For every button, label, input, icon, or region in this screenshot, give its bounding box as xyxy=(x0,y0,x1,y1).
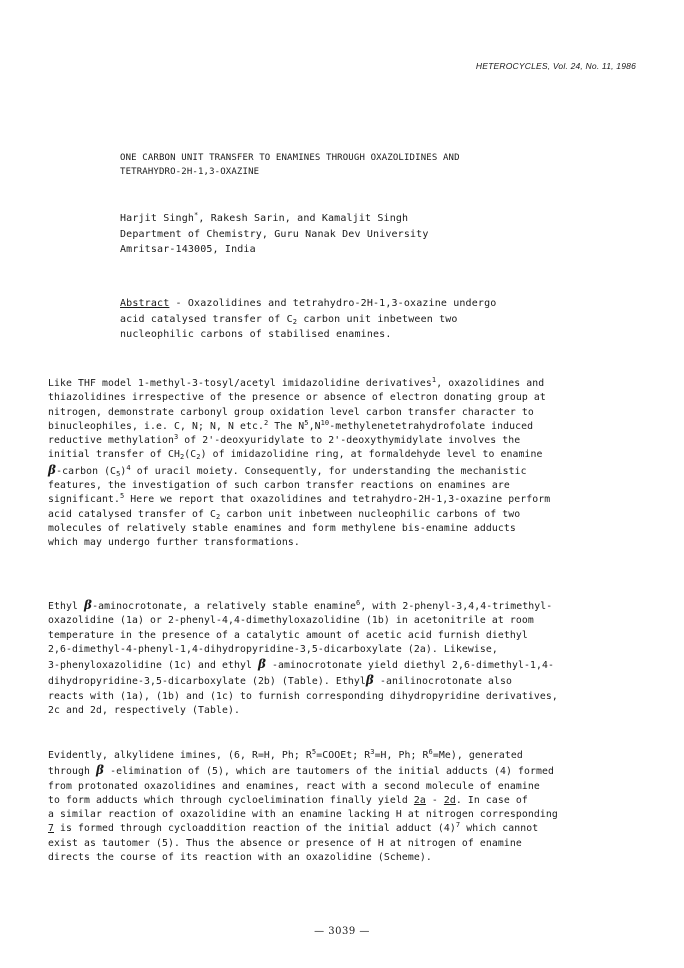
author-block xyxy=(120,211,429,258)
paragraph-introduction: Like THF model 1-methyl-3-tosyl/acetyl imidazolidine derivatives$^1$, oxazolidines and thiazolidines irrespective of the presence or absence of electron donating group at nitrogen, demonstrate carbonyl group oxidation level carbon transfer character to binucleophiles, i.e. C, N; N, N etc.$^2$ The $N^5,N^{10}$-methylenetetrahydrofolate induced reductive methylation$^3$ of 2'-deoxyuridylate to 2'-deoxythymidylate involves the initial transfer of $CH_2(C_2)$ of imidazolidine ring, at formaldehyde level to enamine β-carbon $(C_5)^4$ of uracil moiety. Consequently, for understanding the mechanistic features, the investigation of such carbon transfer reactions on enamines are significant.$^5$ Here we report that oxazolidines and tetrahydro-2H-1,3-oxazine perform acid catalysed transfer of $C_2$ carbon unit inbetween nucleophilic carbons of two molecules of relatively stable enamines and form methylene bis-enamine adducts which may undergo further transformations. xyxy=(48,376,551,549)
beta-symbol: β xyxy=(257,657,267,672)
article-title: ONE CARBON UNIT TRANSFER TO ENAMINES THROUGH OXAZOLIDINES AND TETRAHYDRO-2H-1,3-OXAZINE xyxy=(120,153,460,177)
beta-symbol: β xyxy=(96,763,105,778)
abstract: Abstract - Oxazolidines and tetrahydro-2H-1,3-oxazine undergo acid catalysed transfer of $C_2$ carbon unit inbetween two nucleophilic carbons of stabilised enamines. xyxy=(120,298,497,340)
paragraph-discussion: Evidently, alkylidene imines, (6, R=H, Ph; $R^5=COOEt$; $R^3=H$, Ph; $R^6=Me$), generated through β -elimination of (5), which are tautomers of the initial adducts (4) formed from protonated oxazolidines and enamines, react with a second molecule of enamine to form adducts which through cycloelimination finally yield 2a - 2d. In case of a similar reaction of oxazolidine with an enamine lacking H at nitrogen corresponding 7 is formed through cycloaddition reaction of the initial adduct $(4)^7$ which cannot exist as tautomer (5). Thus the absence or presence of H at nitrogen of enamine directs the course of its reaction with an oxazolidine (Scheme). xyxy=(48,748,558,864)
author-names: Harjit Singh*, Rakesh Sarin, and Kamaljit Singh xyxy=(120,211,409,224)
journal-header: HETEROCYCLES, Vol. 24, No. 11, 1986 xyxy=(475,61,636,71)
affiliation-city: Amritsar-143005, India xyxy=(120,244,256,255)
abstract-label: Abstract xyxy=(120,298,170,309)
beta-symbol: β xyxy=(84,598,93,612)
page-number: — 3039 — xyxy=(314,926,370,937)
beta-symbol: β xyxy=(48,462,57,477)
paragraph-results: Ethyl β-aminocrotonate, a relatively stable enamine$^6$, with 2-phenyl-3,4,4-trimethyl- oxazolidine (1a) or 2-phenyl-4,4-dimethyloxazolidine (1b) in acetonitrile at room temperature in the presence of a catalytic amount of acetic acid furnish diethyl 2,6-dimethyl-4-phenyl-1,4-dihydropyridine-3,5-dicarboxylate (2a). Likewise, 3-phenyloxazolidine (1c) and ethyl β -aminocrotonate yield diethyl 2,6-dimethyl-1,4- dihydropyridine-3,5-dicarboxylate (2b) (Table). Ethylβ -anilinocrotonate also reacts with (1a), (1b) and (1c) to furnish corresponding dihydropyridine derivatives, 2c and 2d, respectively (Table). xyxy=(48,598,558,717)
beta-symbol: β xyxy=(365,673,374,688)
affiliation-department: Department of Chemistry, Guru Nanak Dev University xyxy=(120,228,429,240)
